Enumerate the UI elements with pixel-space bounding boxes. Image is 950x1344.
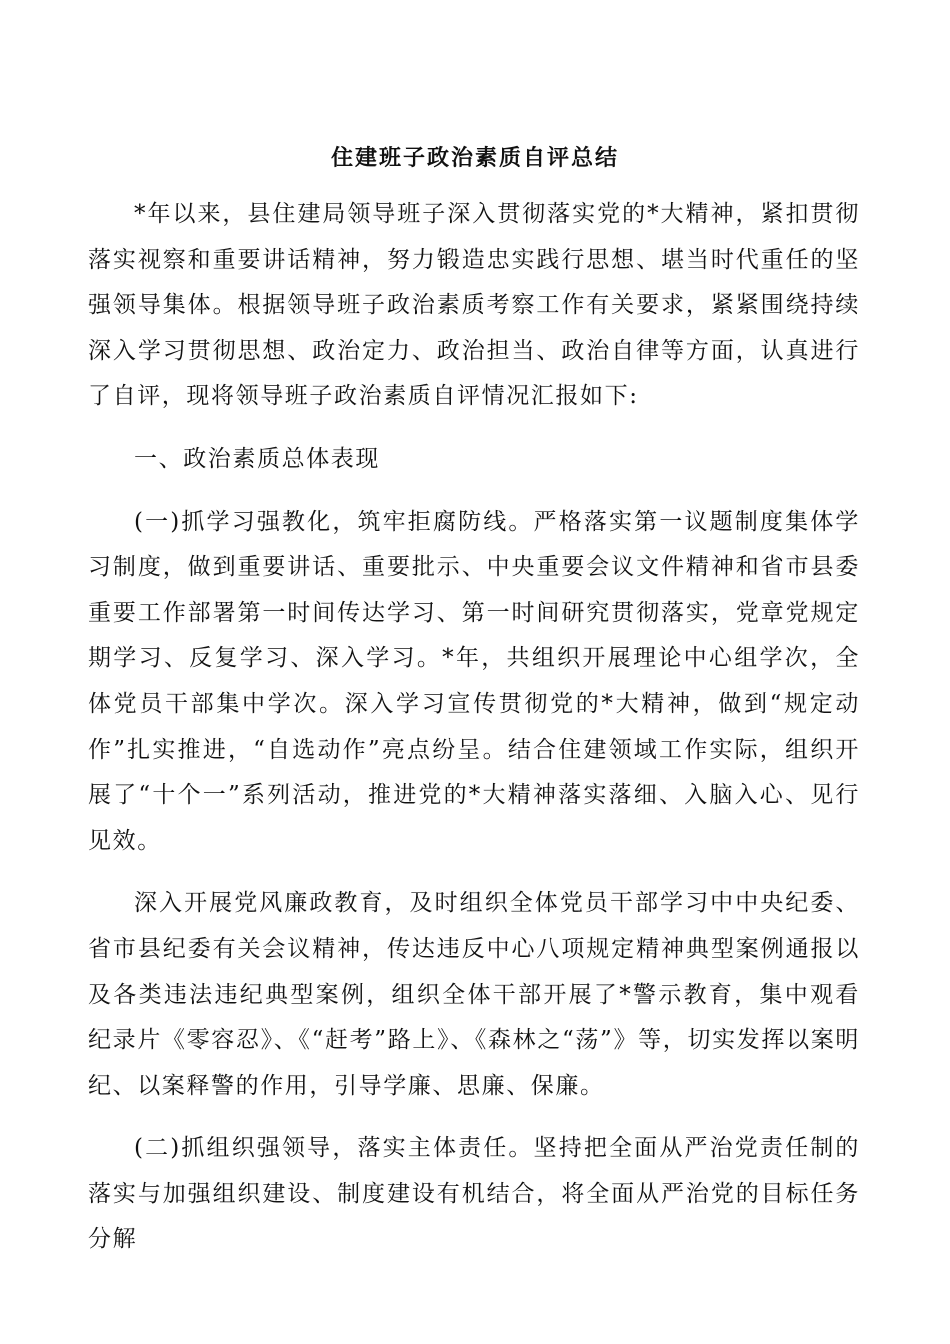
paragraph-1: (一)抓学习强教化，筑牢拒腐防线。严格落实第一议题制度集体学习制度，做到重要讲话、重要批示、中央重要会议文件精神和省市县委重要工作部署第一时间传达学习、第一时间研究贯彻落实，党章党规定期学习、反复学习、深入学习。*年，共组织开展理论中心组学次，全体党员干部集中学次。深入学习宣传贯彻党的*大精神，做到“规定动作”扎实推进，“自选动作”亮点纷呈。结合住建领域工作实际，组织开展了“十个一”系列活动，推进党的*大精神落实落细、入脑入心、见行见效。 [88, 508, 860, 854]
paragraph-3: (二)抓组织强领导，落实主体责任。坚持把全面从严治党责任制的落实与加强组织建设、制度建设有机结合，将全面从严治党的目标任务分解 [88, 1135, 860, 1253]
intro-paragraph: *年以来，县住建局领导班子深入贯彻落实党的*大精神，紧扣贯彻落实视察和重要讲话精神，努力锻造忠实践行思想、堪当时代重任的坚强领导集体。根据领导班子政治素质考察工作有关要求，紧紧围绕持续深入学习贯彻思想、政治定力、政治担当、政治自律等方面，认真进行了自评，现将领导班子政治素质自评情况汇报如下: [88, 201, 860, 410]
paragraph-2: 深入开展党风廉政教育，及时组织全体党员干部学习中中央纪委、省市县纪委有关会议精神，传达违反中心八项规定精神典型案例通报以及各类违法违纪典型案例，组织全体干部开展了*警示教育，集中观看纪录片《零容忍》、《“赶考”路上》、《森林之“荡”》等，切实发挥以案明纪、以案释警的作用，引导学廉、思廉、保廉。 [88, 890, 860, 1099]
document-title: 住建班子政治素质自评总结 [330, 145, 619, 171]
section-heading-1: 一、政治素质总体表现 [134, 445, 380, 472]
document-body [88, 192, 860, 1263]
